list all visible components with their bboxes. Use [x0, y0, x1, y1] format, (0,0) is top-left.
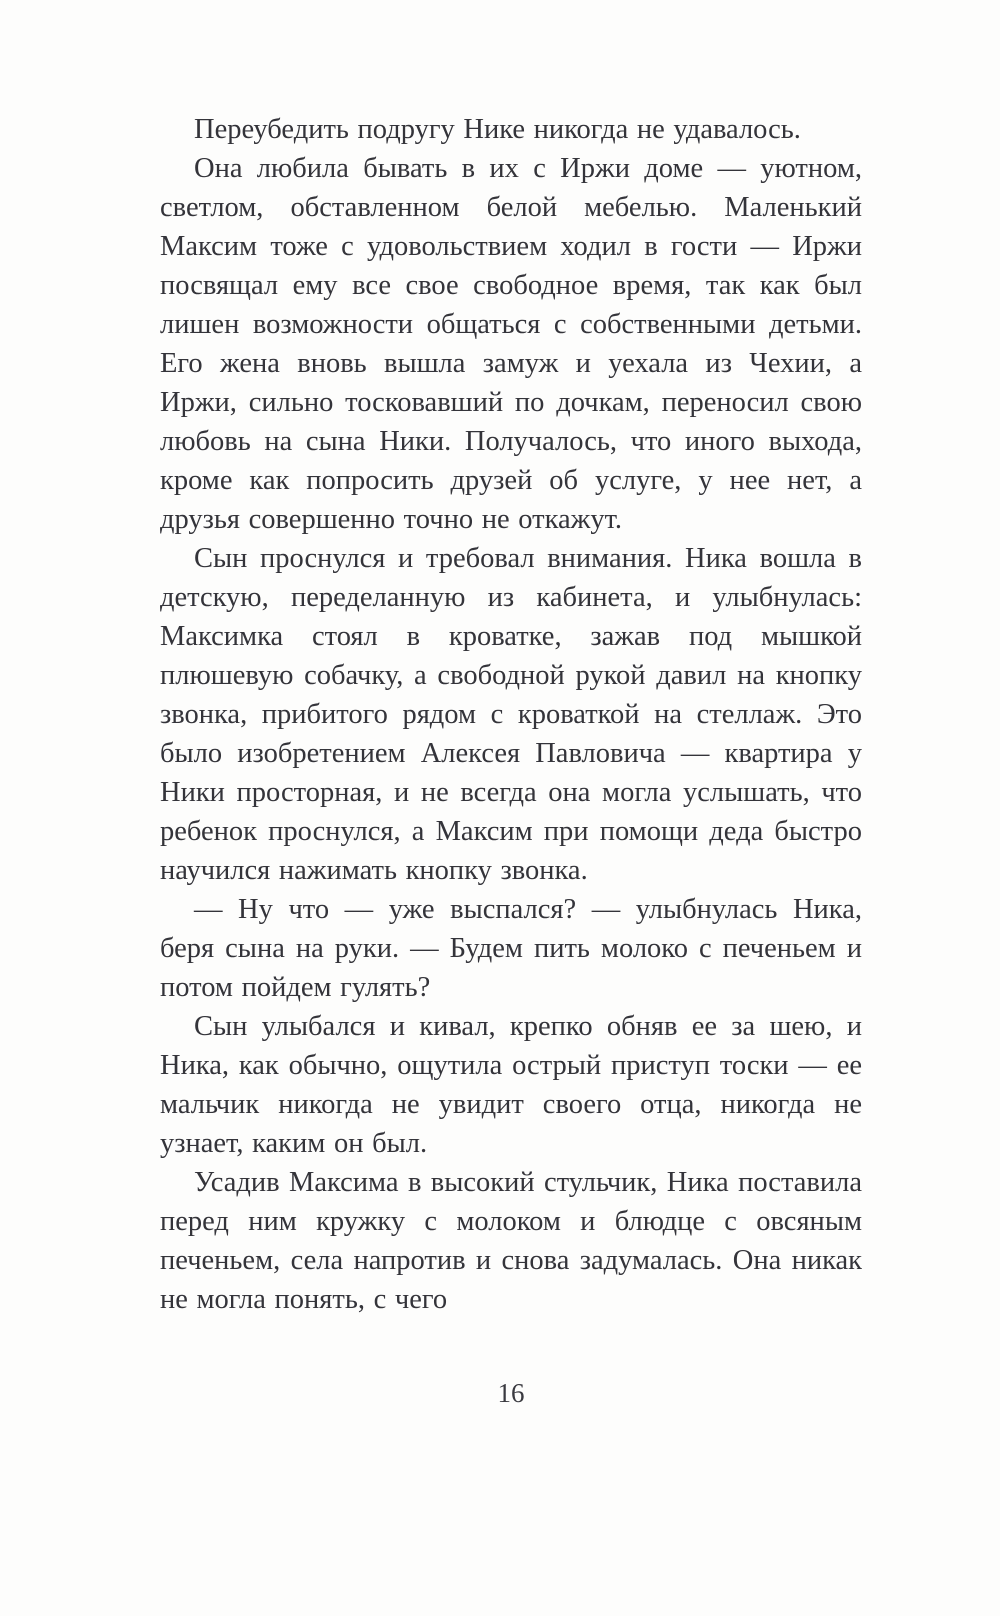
paragraph: Сын улыбался и кивал, крепко обняв ее за шею, и Ника, как обычно, ощутила острый приступ тоски — ее мальчик никогда не увидит своего отца, никогда не узнает, каким он был. — [160, 1011, 862, 1159]
page-footer — [160, 1378, 862, 1409]
paragraph: — Ну что — уже выспался? — улыбнулась Ника, беря сына на руки. — Будем пить молоко с печеньем и потом пойдем гулять? — [160, 894, 862, 1003]
paragraph: Переубедить подругу Нике никогда не удавалось. — [194, 114, 801, 145]
book-page-text — [160, 110, 862, 1319]
page-number: 16 — [497, 1378, 525, 1408]
paragraph: Усадив Максима в высокий стульчик, Ника поставила перед ним кружку с молоком и блюдце с овсяным печеньем, села напротив и снова задумалась. Она никак не могла понять, с чего — [160, 1167, 862, 1315]
paragraph: Сын проснулся и требовал внимания. Ника вошла в детскую, переделанную из кабинета, и улыбнулась: Максимка стоял в кроватке, зажав под мышкой плюшевую собачку, а свободной рукой давил на кнопку звонка, прибитого рядом с кроваткой на стеллаж. Это было изобретением Алексея Павловича — квартира у Ники просторная, и не всегда она могла услышать, что ребенок проснулся, а Максим при помощи деда быстро научился нажимать кнопку звонка. — [160, 543, 862, 886]
paragraph: Она любила бывать в их с Иржи доме — уютном, светлом, обставленном белой мебелью. Маленький Максим тоже с удовольствием ходил в гости — Иржи посвящал ему все свое свободное время, так как был лишен возможности общаться с собственными детьми. Его жена вновь вышла замуж и уехала из Чехии, а Иржи, сильно тосковавший по дочкам, переносил свою любовь на сына Ники. Получалось, что иного выхода, кроме как попросить друзей об услуге, у нее нет, а друзья совершенно точно не откажут. — [160, 153, 862, 535]
